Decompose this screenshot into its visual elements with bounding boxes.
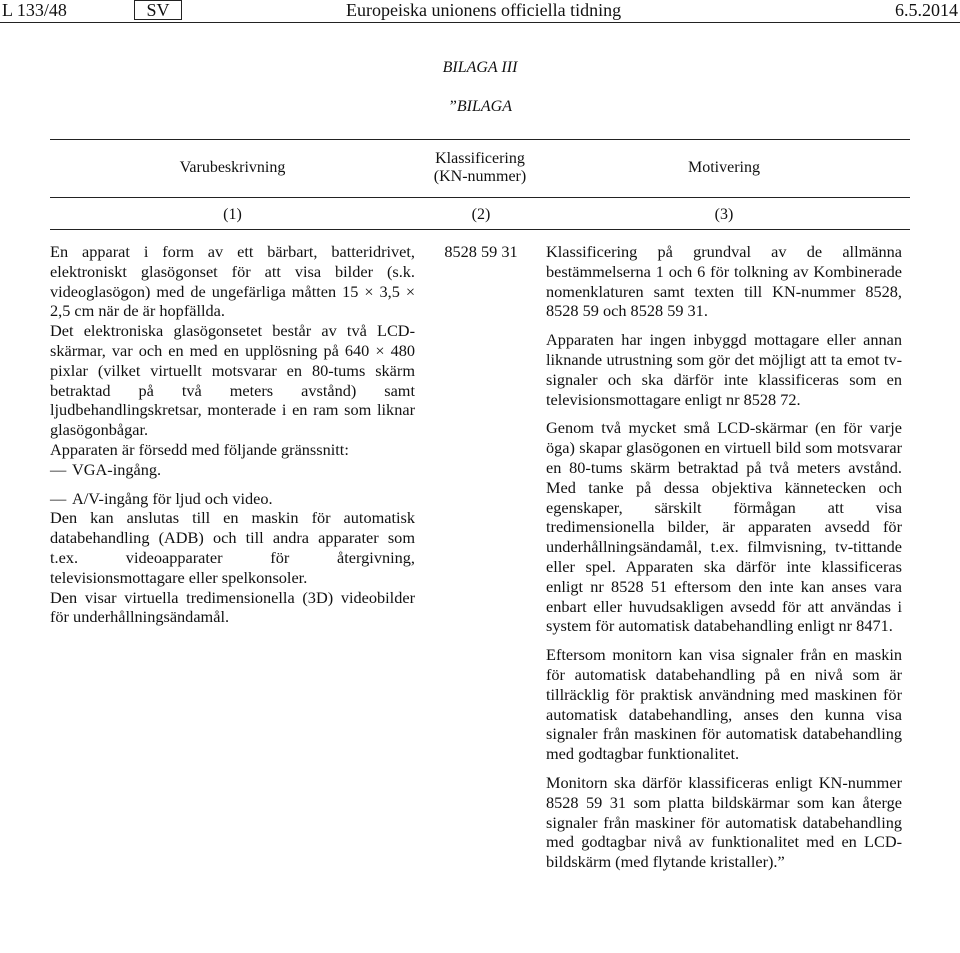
table-top-rule bbox=[50, 139, 910, 140]
column-header-description: Varubeskrivning bbox=[179, 159, 286, 176]
interface-list-item bbox=[50, 460, 415, 480]
justification-paragraph: Apparaten har ingen inbyggd mottagare eller annan liknande utrustning som gör det möjligt att ta emot tv-signaler och ska därför inte klassificeras som en televisionsmottagare enligt nr 8528 72. bbox=[546, 330, 902, 409]
interface-list-item bbox=[50, 489, 415, 509]
table-header-rule bbox=[50, 197, 910, 198]
header-divider bbox=[0, 22, 960, 23]
justification-paragraph: Genom två mycket små LCD-skärmar (en för varje öga) skapar glasögonen en virtuell bild som motsvarar en 80-tums skärm betraktad på två meters avstånd. Med tanke på dessa objektiva kännetecken och egenskaper, särskilt förmågan att visa tredimensionella bilder, är apparaten avsedd för underhållningsändamål, t.ex. filmvisning, tv-tittande eller spel. Apparaten ska därför inte klassificeras enligt nr 8528 51 eftersom den inte kan anses vara enbart eller huvudsakligen avsedd för att användas i system för automatisk databehandling enligt nr 8471. bbox=[546, 418, 902, 636]
cn-code-cell: 8528 59 31 bbox=[444, 242, 518, 261]
interface-label: A/V-ingång för ljud och video. bbox=[72, 488, 273, 508]
description-paragraph: Apparaten är försedd med följande gränssnitt: bbox=[50, 439, 349, 459]
column-header-justification: Motivering bbox=[688, 159, 760, 176]
journal-title: Europeiska unionens officiella tidning bbox=[346, 0, 622, 20]
justification-paragraph: Klassificering på grundval av de allmänna bestämmelserna 1 och 6 för tolkning av Kombinerade nomenklaturen samt texten till KN-nummer 8528, 8528 59 och 8528 59 31. bbox=[546, 242, 902, 321]
annex-title: BILAGA III bbox=[442, 59, 518, 76]
language-badge: SV bbox=[134, 0, 182, 20]
justification-paragraph: Eftersom monitorn kan visa signaler från en maskin för automatisk databehandling på en nivå som är tillräcklig för praktisk användning med maskinen för automatisk databehandling, anses den kunna visa signaler från maskinen för automatisk databehandling med godtagbar funktionalitet. bbox=[546, 645, 902, 764]
column-number-3: (3) bbox=[714, 206, 734, 223]
page-number: L 133/48 bbox=[2, 0, 67, 20]
description-paragraph: Den visar virtuella tredimensionella (3D) videobilder för underhållningsändamål. bbox=[50, 587, 415, 627]
column-number-1: (1) bbox=[223, 206, 242, 223]
publication-date: 6.5.2014 bbox=[895, 0, 958, 20]
annex-quote-title: ”BILAGA bbox=[448, 98, 512, 115]
column-header-classification-line1: Klassificering bbox=[435, 150, 525, 167]
interface-label: VGA-ingång. bbox=[72, 459, 162, 479]
column-header-classification-line2: (KN-nummer) bbox=[433, 168, 527, 185]
column-number-2: (2) bbox=[471, 206, 491, 223]
description-paragraph: En apparat i form av ett bärbart, batteridrivet, elektroniskt glasögonset för att visa bilder (s.k. videoglasögon) med de ungefärliga måtten 15 × 3,5 × 2,5 cm när de är hopfällda. bbox=[50, 242, 415, 321]
page-header bbox=[0, 0, 960, 22]
justification-cell bbox=[546, 242, 902, 881]
description-paragraph: Den kan anslutas till en maskin för automatisk databehandling (ADB) och till andra apparater som t.ex. videoapparater för återgivning, televisionsmottagare eller spelkonsoler. bbox=[50, 508, 415, 587]
dash-marker: — bbox=[50, 459, 67, 479]
column-header-classification bbox=[400, 150, 560, 186]
table-numbers-rule bbox=[50, 229, 910, 230]
dash-marker: — bbox=[50, 488, 67, 508]
description-paragraph: Det elektroniska glasögonsetet består av två LCD-skärmar, var och en med en upplösning på 640 × 480 pixlar (vilket virtuellt motsvarar en 80-tums skärm betraktad på två meters avstånd) samt ljudbehandlingskretsar, monterade i en ram som liknar glasögonbågar. bbox=[50, 321, 415, 440]
justification-paragraph: Monitorn ska därför klassificeras enligt KN-nummer 8528 59 31 som platta bildskärmar som kan återge signaler från maskiner för automatisk databehandling med godtagbar nivå av funktionalitet med en LCD-bildskärm (med flytande kristaller).” bbox=[546, 772, 902, 872]
description-cell bbox=[50, 242, 415, 627]
